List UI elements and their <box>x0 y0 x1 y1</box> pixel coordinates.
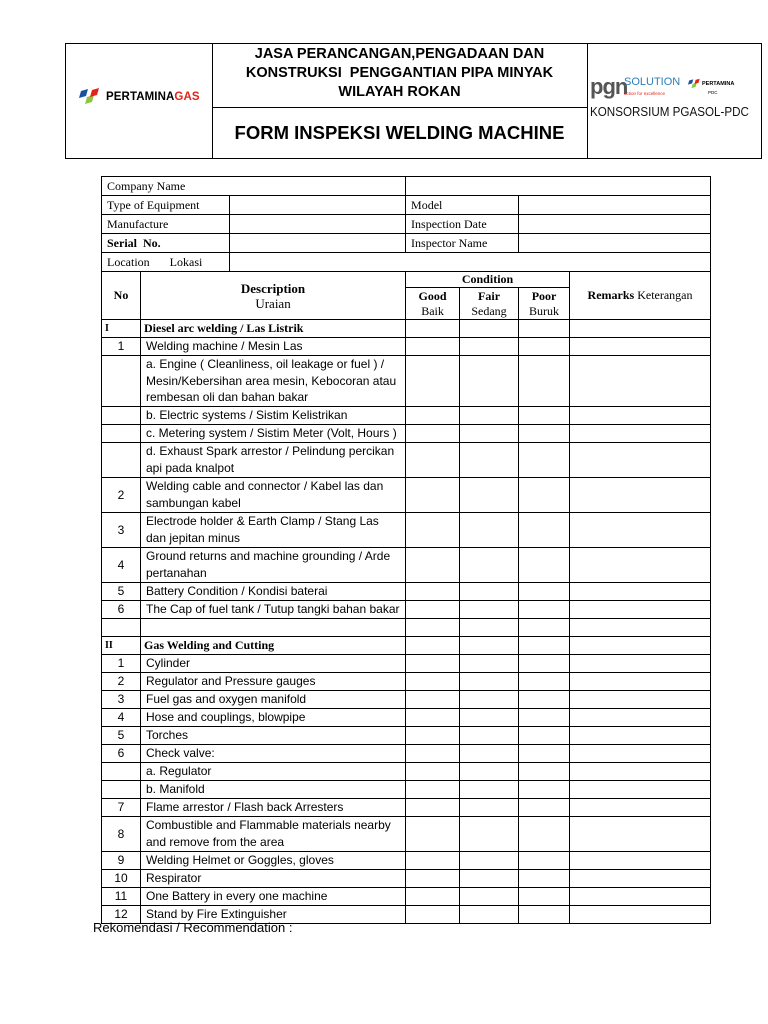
pdc-wordmark: PDC <box>708 90 718 95</box>
manufacture-row <box>102 215 711 234</box>
good-check-cell[interactable] <box>406 583 460 601</box>
row-description: Welding machine / Mesin Las <box>141 338 406 356</box>
row-description: Welding cable and connector / Kabel las dan sambungan kabel <box>141 478 406 513</box>
good-check-cell[interactable] <box>406 478 460 513</box>
row-description: Check valve: <box>141 745 406 763</box>
pertamina-small-logo-icon <box>688 78 702 90</box>
poor-check-cell[interactable] <box>519 781 570 799</box>
description-header <box>141 272 406 320</box>
pertamina-pdc-logo <box>688 77 735 95</box>
poor-check-cell[interactable] <box>519 727 570 745</box>
checklist-body <box>102 320 711 924</box>
poor-check-cell[interactable] <box>519 673 570 691</box>
fair-check-cell[interactable] <box>460 655 519 673</box>
poor-check-cell[interactable] <box>519 745 570 763</box>
form-header <box>65 43 762 159</box>
good-header <box>406 288 460 320</box>
row-description <box>141 619 406 637</box>
row-description: c. Metering system / Sistim Meter (Volt, Hours ) <box>141 425 406 443</box>
fair-check-cell[interactable] <box>460 691 519 709</box>
poor-check-cell[interactable] <box>519 619 570 637</box>
manufacture-label: Manufacture <box>107 216 169 231</box>
row-number: 6 <box>102 745 141 763</box>
poor-check-cell[interactable] <box>519 443 570 478</box>
row-number: II <box>102 637 141 655</box>
model-field[interactable] <box>519 196 711 215</box>
remarks-cell[interactable] <box>570 356 711 407</box>
remarks-cell[interactable] <box>570 425 711 443</box>
remarks-cell[interactable] <box>570 817 711 852</box>
good-check-cell[interactable] <box>406 619 460 637</box>
row-description: One Battery in every one machine <box>141 888 406 906</box>
row-description: Regulator and Pressure gauges <box>141 673 406 691</box>
remarks-cell[interactable] <box>570 601 711 619</box>
good-check-cell[interactable] <box>406 356 460 407</box>
table-row <box>102 425 711 443</box>
row-number: 5 <box>102 727 141 745</box>
fair-check-cell[interactable] <box>460 619 519 637</box>
row-number: 2 <box>102 478 141 513</box>
table-row <box>102 888 711 906</box>
table-row <box>102 478 711 513</box>
remarks-cell[interactable] <box>570 906 711 924</box>
location-row <box>102 253 711 272</box>
fair-check-cell[interactable] <box>460 583 519 601</box>
fair-check-cell[interactable] <box>460 513 519 548</box>
row-number: 2 <box>102 673 141 691</box>
no-header <box>102 272 141 320</box>
poor-check-cell[interactable] <box>519 691 570 709</box>
poor-check-cell[interactable] <box>519 709 570 727</box>
row-number: 7 <box>102 799 141 817</box>
company-name-label-cell <box>102 177 406 196</box>
poor-header-label: Poor <box>531 288 557 303</box>
remarks-cell[interactable] <box>570 320 711 338</box>
row-number: 4 <box>102 709 141 727</box>
buruk-header-label: Buruk <box>529 303 560 318</box>
consortium-logo <box>590 74 760 119</box>
row-number: 8 <box>102 817 141 852</box>
poor-check-cell[interactable] <box>519 320 570 338</box>
row-description: Stand by Fire Extinguisher <box>141 906 406 924</box>
pertamina-small-wordmark: PERTAMINA <box>702 81 735 87</box>
row-number: 11 <box>102 888 141 906</box>
description-header-label: Description <box>240 280 306 296</box>
blank-row <box>102 619 711 637</box>
location-label: Location <box>107 254 150 269</box>
baik-header-label: Baik <box>421 303 444 318</box>
model-label: Model <box>411 197 443 212</box>
form-title: FORM INSPEKSI WELDING MACHINE <box>234 122 565 143</box>
fair-check-cell[interactable] <box>460 425 519 443</box>
remarks-cell[interactable] <box>570 709 711 727</box>
poor-check-cell[interactable] <box>519 637 570 655</box>
good-check-cell[interactable] <box>406 425 460 443</box>
fair-check-cell[interactable] <box>460 781 519 799</box>
row-description: a. Regulator <box>141 763 406 781</box>
row-description: Fuel gas and oxygen manifold <box>141 691 406 709</box>
good-check-cell[interactable] <box>406 799 460 817</box>
company-name-field[interactable] <box>406 177 711 196</box>
row-number <box>102 407 141 425</box>
row-description: b. Electric systems / Sistim Kelistrikan <box>141 407 406 425</box>
equipment-label-cell <box>102 196 230 215</box>
remarks-cell[interactable] <box>570 338 711 356</box>
table-row <box>102 727 711 745</box>
equipment-label: Type of Equipment <box>107 197 200 212</box>
good-check-cell[interactable] <box>406 655 460 673</box>
table-row <box>102 852 711 870</box>
inspection-date-label: Inspection Date <box>411 216 487 231</box>
fair-check-cell[interactable] <box>460 799 519 817</box>
fair-check-cell[interactable] <box>460 443 519 478</box>
good-check-cell[interactable] <box>406 763 460 781</box>
location-field[interactable] <box>230 253 711 272</box>
table-row <box>102 601 711 619</box>
poor-check-cell[interactable] <box>519 548 570 583</box>
keterangan-header-label: Keterangan <box>637 288 693 302</box>
poor-check-cell[interactable] <box>519 799 570 817</box>
good-header-label: Good <box>418 288 447 303</box>
row-description: Electrode holder & Earth Clamp / Stang Las dan jepitan minus <box>141 513 406 548</box>
uraian-header-label: Uraian <box>255 295 291 311</box>
row-description: Respirator <box>141 870 406 888</box>
company-logo-cell <box>66 44 213 158</box>
checklist-header <box>102 272 711 320</box>
row-number <box>102 619 141 637</box>
project-title <box>212 44 587 108</box>
row-description: Ground returns and machine grounding / Arde pertanahan <box>141 548 406 583</box>
fair-check-cell[interactable] <box>460 320 519 338</box>
row-number <box>102 763 141 781</box>
table-row <box>102 745 711 763</box>
row-number <box>102 425 141 443</box>
remarks-cell[interactable] <box>570 478 711 513</box>
row-number: 6 <box>102 601 141 619</box>
poor-check-cell[interactable] <box>519 817 570 852</box>
remarks-cell[interactable] <box>570 548 711 583</box>
serial-field[interactable] <box>230 234 406 253</box>
fair-check-cell[interactable] <box>460 356 519 407</box>
fair-check-cell[interactable] <box>460 478 519 513</box>
serial-label-cell <box>102 234 230 253</box>
row-description: Cylinder <box>141 655 406 673</box>
remarks-cell[interactable] <box>570 443 711 478</box>
poor-check-cell[interactable] <box>519 852 570 870</box>
row-description: a. Engine ( Cleanliness, oil leakage or fuel ) / Mesin/Kebersihan area mesin, Kebocoran atau rembesan oli dan bahan bakar <box>141 356 406 407</box>
project-line-3: WILAYAH ROKAN <box>338 84 461 100</box>
company-name-label: Company Name <box>107 178 186 193</box>
good-check-cell[interactable] <box>406 745 460 763</box>
sedang-header-label: Sedang <box>471 303 507 318</box>
good-check-cell[interactable] <box>406 852 460 870</box>
row-number: 12 <box>102 906 141 924</box>
fair-check-cell[interactable] <box>460 870 519 888</box>
table-row <box>102 548 711 583</box>
remarks-cell[interactable] <box>570 637 711 655</box>
pertamina-gas-logo <box>79 87 200 107</box>
poor-check-cell[interactable] <box>519 870 570 888</box>
row-description: Flame arrestor / Flash back Arresters <box>141 799 406 817</box>
row-number <box>102 356 141 407</box>
remarks-cell[interactable] <box>570 852 711 870</box>
good-check-cell[interactable] <box>406 601 460 619</box>
table-row <box>102 356 711 407</box>
good-check-cell[interactable] <box>406 673 460 691</box>
remarks-cell[interactable] <box>570 727 711 745</box>
table-row <box>102 655 711 673</box>
good-check-cell[interactable] <box>406 906 460 924</box>
poor-check-cell[interactable] <box>519 655 570 673</box>
remarks-cell[interactable] <box>570 799 711 817</box>
row-number: 3 <box>102 691 141 709</box>
remarks-cell[interactable] <box>570 407 711 425</box>
remarks-cell[interactable] <box>570 763 711 781</box>
table-row <box>102 763 711 781</box>
good-check-cell[interactable] <box>406 443 460 478</box>
poor-check-cell[interactable] <box>519 407 570 425</box>
row-description: Combustible and Flammable materials nearby and remove from the area <box>141 817 406 852</box>
good-check-cell[interactable] <box>406 781 460 799</box>
poor-check-cell[interactable] <box>519 601 570 619</box>
row-number: 1 <box>102 655 141 673</box>
remarks-cell[interactable] <box>570 781 711 799</box>
row-description: Torches <box>141 727 406 745</box>
good-check-cell[interactable] <box>406 548 460 583</box>
remarks-cell[interactable] <box>570 888 711 906</box>
remarks-cell[interactable] <box>570 583 711 601</box>
fair-check-cell[interactable] <box>460 852 519 870</box>
remarks-cell[interactable] <box>570 870 711 888</box>
solution-wordmark: SOLUTION <box>624 76 681 88</box>
row-description: Gas Welding and Cutting <box>141 637 406 655</box>
table-row <box>102 691 711 709</box>
remarks-cell[interactable] <box>570 745 711 763</box>
fair-check-cell[interactable] <box>460 601 519 619</box>
good-check-cell[interactable] <box>406 407 460 425</box>
solution-tagline: action for excellence <box>624 91 666 96</box>
section-row <box>102 320 711 338</box>
inspector-label: Inspector Name <box>411 235 488 250</box>
good-check-cell[interactable] <box>406 817 460 852</box>
section-row <box>102 637 711 655</box>
fair-check-cell[interactable] <box>460 407 519 425</box>
row-number: 10 <box>102 870 141 888</box>
no-header-label: No <box>113 288 129 302</box>
row-number: 9 <box>102 852 141 870</box>
location-label-cell <box>102 253 230 272</box>
fair-check-cell[interactable] <box>460 906 519 924</box>
remarks-cell[interactable] <box>570 673 711 691</box>
fair-check-cell[interactable] <box>460 673 519 691</box>
pertamina-logo-icon <box>79 87 103 107</box>
row-description: Diesel arc welding / Las Listrik <box>141 320 406 338</box>
row-description: Hose and couplings, blowpipe <box>141 709 406 727</box>
row-number: 4 <box>102 548 141 583</box>
inspection-date-field[interactable] <box>519 215 711 234</box>
row-number: 5 <box>102 583 141 601</box>
table-row <box>102 513 711 548</box>
remarks-cell[interactable] <box>570 691 711 709</box>
table-row <box>102 870 711 888</box>
good-check-cell[interactable] <box>406 338 460 356</box>
lokasi-label: Lokasi <box>169 254 203 269</box>
inspector-field[interactable] <box>519 234 711 253</box>
row-description: d. Exhaust Spark arrestor / Pelindung percikan api pada knalpot <box>141 443 406 478</box>
table-row <box>102 673 711 691</box>
wordmark-main: PERTAMINA <box>106 91 175 103</box>
poor-check-cell[interactable] <box>519 888 570 906</box>
recommendation-label: Rekomendasi / Recommendation : <box>93 920 293 935</box>
good-check-cell[interactable] <box>406 637 460 655</box>
remarks-header <box>570 272 711 320</box>
info-section <box>102 177 711 272</box>
manufacture-field[interactable] <box>230 215 406 234</box>
poor-check-cell[interactable] <box>519 356 570 407</box>
good-check-cell[interactable] <box>406 870 460 888</box>
company-name-row <box>102 177 711 196</box>
project-line-2: KONSTRUKSI PENGGANTIAN PIPA MINYAK <box>245 65 554 81</box>
equipment-row <box>102 196 711 215</box>
equipment-field[interactable] <box>230 196 406 215</box>
good-check-cell[interactable] <box>406 727 460 745</box>
fair-check-cell[interactable] <box>460 727 519 745</box>
remarks-cell[interactable] <box>570 513 711 548</box>
row-description: The Cap of fuel tank / Tutup tangki bahan bakar <box>141 601 406 619</box>
table-row <box>102 799 711 817</box>
pgn-wordmark: pgn <box>590 74 628 99</box>
title-cell <box>212 44 587 158</box>
serial-row <box>102 234 711 253</box>
row-description: b. Manifold <box>141 781 406 799</box>
model-label-cell <box>406 196 519 215</box>
table-row <box>102 817 711 852</box>
condition-header <box>406 272 570 288</box>
good-check-cell[interactable] <box>406 320 460 338</box>
poor-check-cell[interactable] <box>519 583 570 601</box>
inspection-table <box>101 176 711 924</box>
table-row <box>102 338 711 356</box>
fair-check-cell[interactable] <box>460 709 519 727</box>
table-row <box>102 407 711 425</box>
row-number: I <box>102 320 141 338</box>
fair-check-cell[interactable] <box>460 745 519 763</box>
fair-check-cell[interactable] <box>460 817 519 852</box>
table-row <box>102 781 711 799</box>
good-check-cell[interactable] <box>406 888 460 906</box>
row-number <box>102 443 141 478</box>
good-check-cell[interactable] <box>406 709 460 727</box>
good-check-cell[interactable] <box>406 691 460 709</box>
remarks-cell[interactable] <box>570 619 711 637</box>
row-description: Welding Helmet or Goggles, gloves <box>141 852 406 870</box>
inspection-date-label-cell <box>406 215 519 234</box>
row-number <box>102 781 141 799</box>
fair-check-cell[interactable] <box>460 888 519 906</box>
header-row-1 <box>102 272 711 288</box>
poor-check-cell[interactable] <box>519 763 570 781</box>
poor-check-cell[interactable] <box>519 513 570 548</box>
fair-check-cell[interactable] <box>460 763 519 781</box>
remarks-cell[interactable] <box>570 655 711 673</box>
row-number: 1 <box>102 338 141 356</box>
condition-header-label: Condition <box>461 272 514 286</box>
good-check-cell[interactable] <box>406 513 460 548</box>
consortium-name: KONSORSIUM PGASOL-PDC <box>590 105 749 119</box>
row-number: 3 <box>102 513 141 548</box>
partner-logo-cell <box>587 44 762 158</box>
fair-check-cell[interactable] <box>460 338 519 356</box>
serial-label: Serial No. <box>107 235 161 250</box>
fair-header <box>460 288 519 320</box>
wordmark-accent: GAS <box>174 91 200 103</box>
row-description: Battery Condition / Kondisi baterai <box>141 583 406 601</box>
poor-check-cell[interactable] <box>519 338 570 356</box>
remarks-header-label: Remarks <box>587 288 635 302</box>
poor-check-cell[interactable] <box>519 478 570 513</box>
fair-check-cell[interactable] <box>460 548 519 583</box>
project-line-1: JASA PERANCANGAN,PENGADAAN DAN <box>254 46 545 62</box>
fair-header-label: Fair <box>478 288 501 303</box>
poor-check-cell[interactable] <box>519 425 570 443</box>
table-row <box>102 583 711 601</box>
inspector-label-cell <box>406 234 519 253</box>
table-row <box>102 709 711 727</box>
fair-check-cell[interactable] <box>460 637 519 655</box>
poor-header <box>519 288 570 320</box>
manufacture-label-cell <box>102 215 230 234</box>
poor-check-cell[interactable] <box>519 906 570 924</box>
table-row <box>102 443 711 478</box>
pertamina-gas-wordmark <box>106 91 200 103</box>
